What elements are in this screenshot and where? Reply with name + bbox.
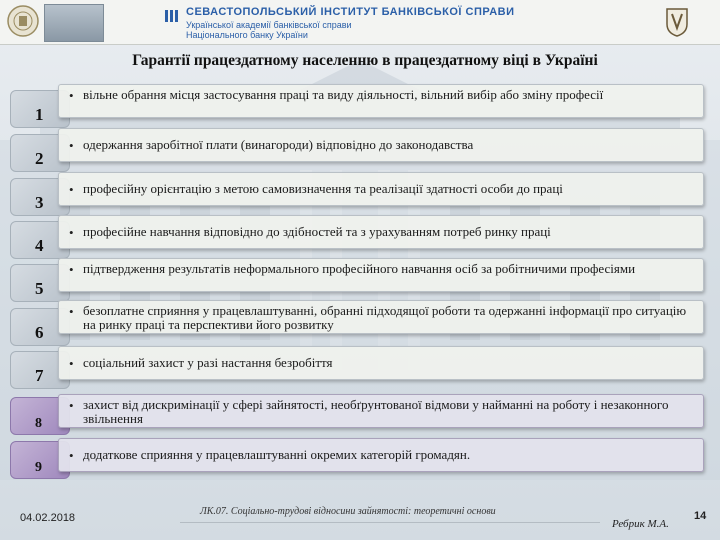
- bullet-icon: •: [69, 398, 74, 413]
- coat-of-arms-icon: [660, 4, 694, 38]
- bullet-icon: •: [69, 182, 74, 197]
- list-item: [58, 172, 704, 206]
- bullet-icon: •: [69, 304, 74, 319]
- item-number: 4: [35, 236, 44, 255]
- item-text: захист від дискримінації у сфері зайнятості, необґрунтованої відмови у найманні на роботу і незаконного звільнення: [83, 397, 669, 426]
- item-number: 2: [35, 149, 44, 168]
- list-item: [58, 394, 704, 428]
- bullet-icon: •: [69, 88, 74, 103]
- bullet-icon: •: [69, 356, 74, 371]
- footer-date: 04.02.2018: [20, 512, 76, 524]
- list-item: [58, 346, 704, 380]
- list-item: [58, 215, 704, 249]
- institute-subtitle-1: Української академії банківської справи: [186, 20, 352, 30]
- item-number: 9: [35, 460, 42, 475]
- footer-author: Ребрик М.А.: [612, 518, 669, 530]
- bank-emblem-icon: [164, 8, 180, 24]
- list-item: [58, 258, 704, 292]
- item-number: 5: [35, 279, 44, 298]
- list-item: [58, 300, 704, 334]
- item-text: підтвердження результатів неформального професійного навчання осіб за робітничими професіями: [83, 261, 636, 276]
- item-text: безоплатне сприяння у працевлаштуванні, обранні підходящої роботи та одержанні інформації про ситуацію на ринку праці та перспективи його розвитку: [83, 303, 687, 332]
- list-item: [58, 128, 704, 162]
- header-bar: [0, 0, 720, 45]
- footer-lecture-title: ЛК.07. Соціально-трудові відносини зайнятості: теоретичні основи: [200, 506, 496, 517]
- item-text: одержання заробітної плати (винагороди) відповідно до законодавства: [83, 137, 474, 152]
- page-number: 14: [694, 510, 707, 522]
- footer-divider: [180, 522, 600, 523]
- bullet-icon: •: [69, 138, 74, 153]
- list-item: [58, 438, 704, 472]
- bullet-icon: •: [69, 262, 74, 277]
- slide-title: Гарантії працездатному населенню в працездатному віці в Україні: [132, 52, 598, 69]
- list-item: [58, 84, 704, 118]
- bullet-icon: •: [69, 225, 74, 240]
- item-number: 6: [35, 323, 44, 342]
- item-number: 3: [35, 193, 44, 212]
- item-text: додаткове сприяння у працевлаштуванні окремих категорій громадян.: [83, 447, 471, 462]
- bullet-icon: •: [69, 448, 74, 463]
- institute-subtitle-2: Національного банку України: [186, 30, 308, 40]
- item-text: професійну орієнтацію з метою самовизначення та реалізації здатності особи до праці: [83, 181, 563, 196]
- institute-name: СЕВАСТОПОЛЬСЬКИЙ ІНСТИТУТ БАНКІВСЬКОЇ СПРАВИ: [186, 6, 515, 18]
- building-photo: [44, 4, 104, 42]
- item-number: 8: [35, 416, 42, 431]
- item-text: вільне обрання місця застосування праці та виду діяльності, вільний вибір або зміну професії: [83, 87, 604, 102]
- item-text: соціальний захист у разі настання безробіття: [83, 355, 333, 370]
- institute-logo-icon: [6, 4, 40, 38]
- item-number: 7: [35, 366, 44, 385]
- item-number: 1: [35, 105, 44, 124]
- item-text: професійне навчання відповідно до здібностей та з урахуванням потреб ринку праці: [83, 224, 551, 239]
